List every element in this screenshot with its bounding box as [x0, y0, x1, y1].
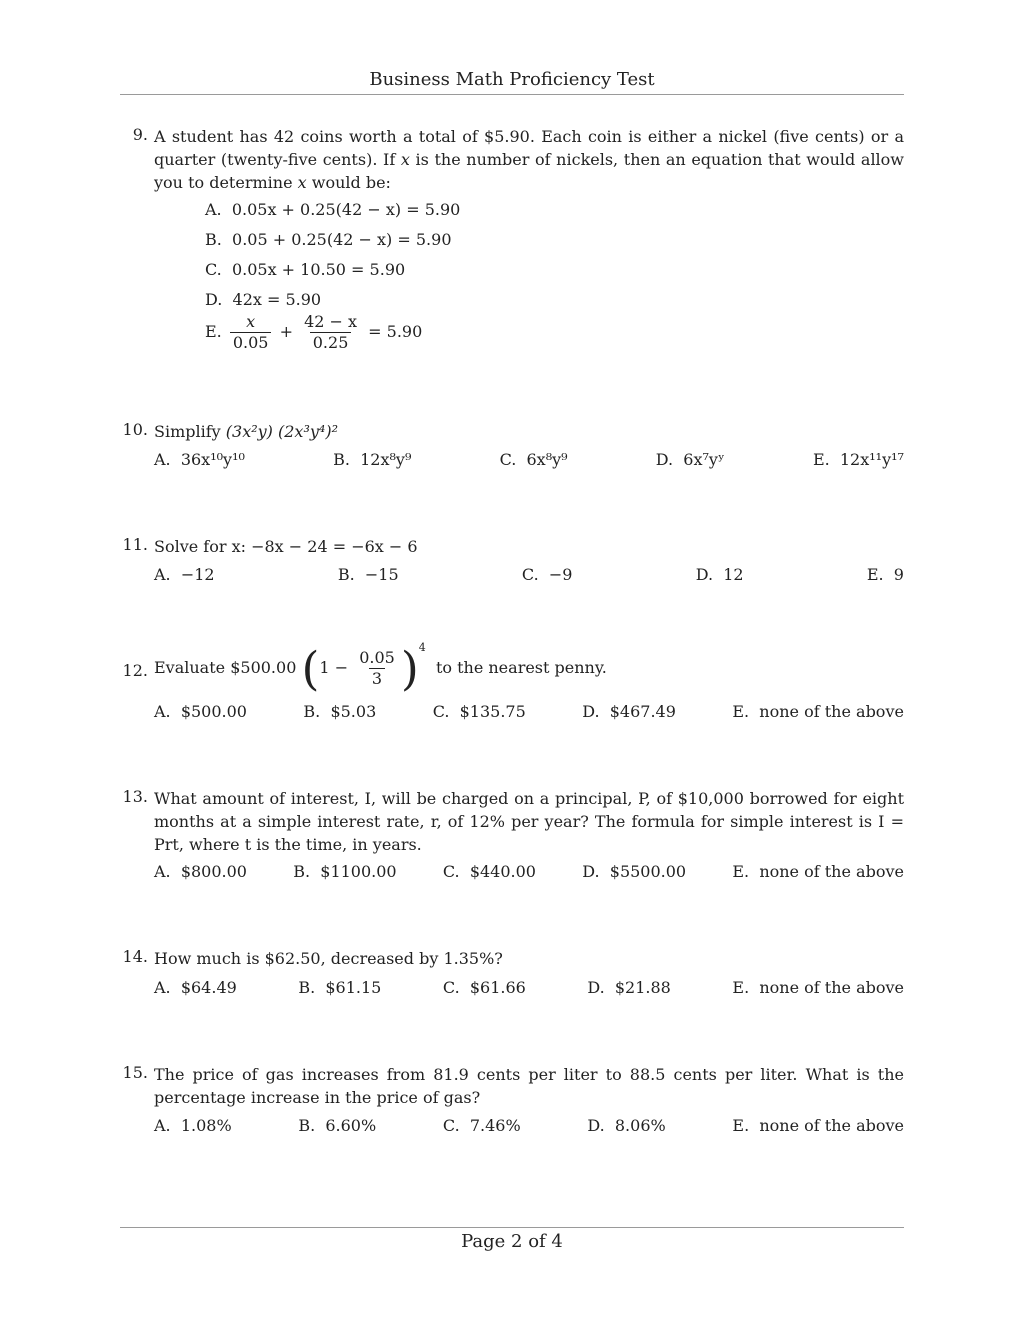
choice-item: [333, 450, 411, 469]
fraction: [356, 648, 398, 689]
choice-letter: C.: [205, 260, 222, 279]
choice-item: [298, 1116, 376, 1135]
choice-text: −15: [364, 565, 399, 584]
fraction-numerator: x: [246, 312, 256, 331]
q10-choices: [154, 450, 904, 469]
choice-item: [867, 565, 904, 584]
question-number: 12.: [122, 661, 148, 680]
choice-item: [433, 702, 526, 721]
choice-letter: E.: [732, 702, 750, 721]
question-text: [154, 640, 904, 696]
choice-letter: B.: [298, 978, 316, 997]
question-prompt: Simplify: [154, 422, 221, 441]
question-number: 9.: [132, 125, 148, 144]
right-paren: ): [400, 641, 419, 696]
page-header-title: Business Math Proficiency Test: [369, 69, 655, 90]
question-text: The price of gas increases from 81.9 cents per liter to 88.5 cents per liter. What is the percentage increase in the price of gas?: [154, 1065, 904, 1107]
choice-item: [154, 1116, 232, 1135]
fraction-denominator: 0.05: [230, 332, 272, 353]
choice-item: [443, 1116, 521, 1135]
choice-letter: D.: [695, 565, 714, 584]
choice-text: $64.49: [180, 978, 237, 997]
choice-text: $21.88: [614, 978, 671, 997]
choice-text: −12: [180, 565, 215, 584]
choice-letter: D.: [655, 450, 674, 469]
choice-letter: A.: [154, 702, 171, 721]
variable: x: [400, 150, 410, 169]
choice-letter: E.: [732, 1116, 750, 1135]
fraction-numerator: 42 − x: [304, 312, 358, 331]
choice-text: 12: [723, 565, 744, 584]
choice-item: [696, 565, 744, 584]
choice-letter: D.: [587, 978, 605, 997]
choice-text: 6.60%: [325, 1116, 377, 1135]
choice-text: $135.75: [459, 702, 526, 721]
choice-letter: C.: [442, 1116, 460, 1135]
choice-letter: E.: [866, 565, 884, 584]
choice-letter: B.: [333, 450, 350, 469]
choice-letter: A.: [154, 862, 171, 881]
q12-choices: [154, 702, 904, 721]
text-part: A student has 42 coins worth a total of $5.90. Each coin is either a nickel (five cents) or a quarter (twenty-five cents). If: [154, 127, 904, 169]
choice-item: [582, 862, 686, 881]
choice-item: [732, 1116, 904, 1135]
choice-item: [205, 200, 460, 219]
exponent: 4: [418, 640, 426, 654]
q15-choices: [154, 1116, 904, 1135]
choice-item: [500, 450, 568, 469]
choice-text: none of the above: [759, 862, 904, 881]
choice-text: none of the above: [759, 978, 904, 997]
choice-item: [298, 978, 381, 997]
choice-text: $440.00: [469, 862, 536, 881]
question-prompt: Evaluate $500.00: [154, 658, 297, 677]
choice-letter: A.: [154, 565, 171, 584]
question-text: Solve for x: −8x − 24 = −6x − 6: [154, 537, 418, 556]
question-text: [154, 125, 904, 194]
q14-choices: [154, 978, 904, 997]
choice-item: [732, 862, 904, 881]
choice-text: 0.05x + 0.25(42 − x) = 5.90: [231, 200, 461, 219]
choice-text: 7.46%: [469, 1116, 521, 1135]
choice-item: [813, 450, 904, 469]
choice-text: −9: [548, 565, 573, 584]
choice-item: [154, 450, 245, 469]
choice-item: [587, 978, 671, 997]
choice-item: [154, 565, 215, 584]
choice-item: [154, 862, 247, 881]
page-number: Page 2 of 4: [461, 1231, 563, 1252]
question-number: 13.: [122, 787, 148, 806]
choice-letter: D.: [582, 862, 600, 881]
math-term: 1 −: [319, 658, 349, 677]
question-text: [154, 420, 904, 443]
fraction-numerator: 0.05: [359, 648, 395, 667]
plus-sign: +: [279, 322, 293, 341]
choice-text: $61.66: [469, 978, 526, 997]
choice-item: [205, 312, 422, 353]
fraction: [230, 312, 272, 353]
choice-letter: C.: [521, 565, 539, 584]
choice-item: [338, 565, 399, 584]
choice-item: [656, 450, 725, 469]
choice-item: [732, 978, 904, 997]
text-part: would be:: [306, 173, 391, 192]
choice-text: none of the above: [759, 1116, 904, 1135]
choice-text: 12x⁸y⁹: [360, 450, 412, 469]
choice-letter: D.: [205, 290, 223, 309]
question-prompt-suffix: to the nearest penny.: [435, 658, 607, 677]
choice-text: $1100.00: [320, 862, 397, 881]
choice-letter: E.: [812, 450, 830, 469]
choice-letter: A.: [154, 978, 171, 997]
question-number: 14.: [122, 947, 148, 966]
choice-letter: B.: [205, 230, 222, 249]
choice-letter: B.: [293, 862, 311, 881]
choice-text: $5.03: [330, 702, 377, 721]
choice-item: [154, 702, 247, 721]
choice-text: 1.08%: [180, 1116, 232, 1135]
fraction: [301, 312, 360, 353]
fraction-denominator: 0.25: [310, 332, 352, 353]
choice-item: [582, 702, 676, 721]
choice-text: $5500.00: [609, 862, 687, 881]
variable: x: [297, 173, 307, 192]
choice-text: $61.15: [325, 978, 382, 997]
question-number: 15.: [122, 1063, 148, 1082]
left-paren: (: [301, 641, 320, 696]
choice-text: 0.05 + 0.25(42 − x) = 5.90: [232, 230, 452, 249]
question-number: 11.: [122, 535, 148, 554]
choice-letter: C.: [499, 450, 517, 469]
fraction-denominator: 3: [369, 668, 385, 689]
choice-text: $500.00: [180, 702, 247, 721]
choice-letter: E.: [732, 862, 750, 881]
choice-text: 36x¹⁰y¹⁰: [180, 450, 245, 469]
choice-item: [443, 978, 526, 997]
q13-choices: [154, 862, 904, 881]
choice-letter: A.: [154, 1116, 171, 1135]
text-part: is the number of nickels, then an equation that would allow you to determine: [154, 150, 905, 192]
math-expression: (3x²y) (2x³y⁴)²: [225, 422, 338, 441]
choice-letter: D.: [587, 1116, 605, 1135]
choice-letter: B.: [298, 1116, 316, 1135]
choice-item: [154, 978, 237, 997]
choice-text: 8.06%: [614, 1116, 666, 1135]
choice-letter: A.: [205, 200, 222, 219]
choice-text: 6x⁸y⁹: [526, 450, 568, 469]
q11-choices: [154, 565, 904, 584]
choice-item: [732, 702, 904, 721]
equation-rhs: = 5.90: [368, 322, 423, 341]
choice-letter: E.: [205, 322, 222, 341]
choice-letter: C.: [442, 862, 460, 881]
header-rule: [120, 94, 904, 95]
choice-letter: B.: [303, 702, 321, 721]
choice-letter: C.: [442, 978, 460, 997]
footer-rule: [120, 1227, 904, 1228]
choice-letter: E.: [732, 978, 750, 997]
question-number: 10.: [122, 420, 148, 439]
choice-text: 0.05x + 10.50 = 5.90: [231, 260, 406, 279]
choice-text: none of the above: [759, 702, 904, 721]
choice-item: [205, 230, 452, 249]
choice-item: [205, 260, 405, 279]
choice-item: [587, 1116, 665, 1135]
choice-text: 12x¹¹y¹⁷: [839, 450, 904, 469]
choice-item: [303, 702, 376, 721]
choice-letter: B.: [337, 565, 355, 584]
question-text: What amount of interest, I, will be charged on a principal, P, of $10,000 borrowed for eight months at a simple interest rate, r, of 12% per year? The formula for simple interest is I = Prt, where t is the time, in years.: [154, 789, 904, 854]
choice-item: [293, 862, 396, 881]
choice-letter: A.: [154, 450, 171, 469]
choice-letter: C.: [432, 702, 450, 721]
choice-text: 6x⁷yʸ: [683, 450, 725, 469]
choice-item: [522, 565, 573, 584]
choice-text: $467.49: [609, 702, 676, 721]
choice-text: $800.00: [180, 862, 247, 881]
choice-text: 42x = 5.90: [232, 290, 322, 309]
choice-letter: D.: [582, 702, 600, 721]
choice-item: [443, 862, 536, 881]
choice-text: 9: [893, 565, 904, 584]
question-text: How much is $62.50, decreased by 1.35%?: [154, 949, 503, 968]
choice-item: [205, 290, 321, 309]
